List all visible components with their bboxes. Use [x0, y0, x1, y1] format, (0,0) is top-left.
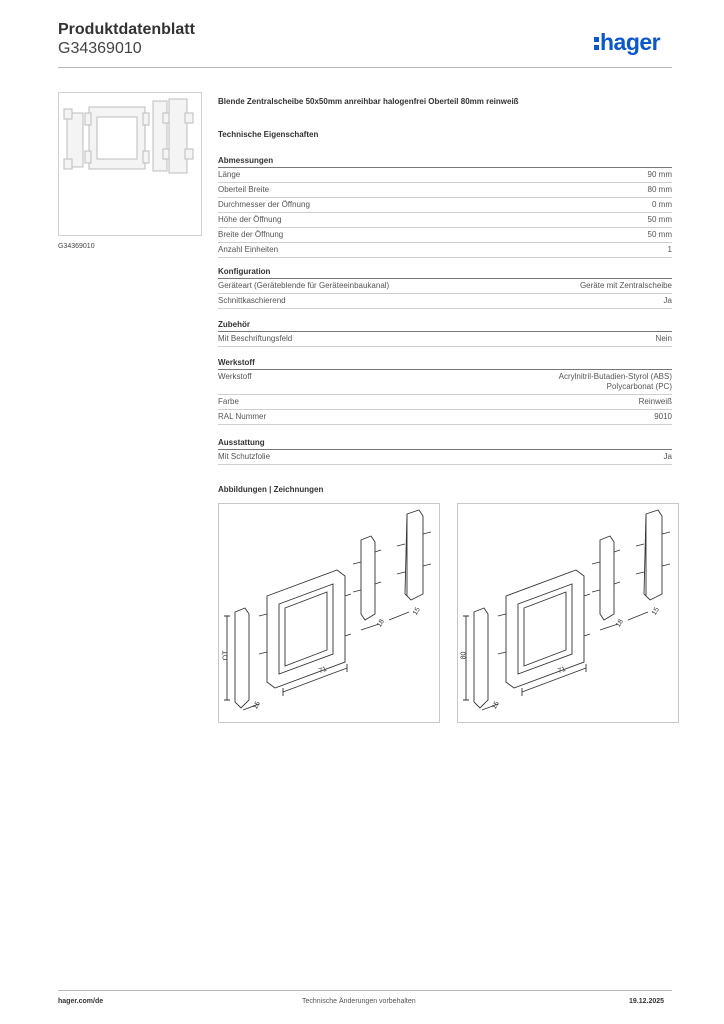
row-label: Oberteil Breite — [218, 185, 270, 194]
table-row — [218, 198, 672, 213]
row-value-line: Polycarbonat (PC) — [606, 382, 672, 391]
row-value: Reinweiß — [638, 397, 672, 406]
row-value: 9010 — [654, 412, 672, 421]
page-title: Produktdatenblatt — [58, 21, 195, 38]
row-label: Geräteart (Geräteblende für Geräteeinbaukanal) — [218, 281, 390, 290]
row-label: Werkstoff — [218, 372, 252, 381]
row-value: 50 mm — [647, 230, 672, 239]
row-value: Ja — [663, 452, 672, 461]
dim-width-label: 71 — [557, 665, 567, 676]
thumbnail-caption: G34369010 — [58, 243, 95, 250]
footer-notice: Technische Änderungen vorbehalten — [302, 998, 416, 1005]
table-row — [218, 395, 672, 410]
section-heading: Werkstoff — [218, 357, 672, 370]
table-row — [218, 450, 672, 465]
row-label: Breite der Öffnung — [218, 230, 284, 239]
row-label: Anzahl Einheiten — [218, 245, 279, 254]
article-number: G34369010 — [58, 40, 142, 57]
dim-a-label: 18 — [375, 618, 386, 629]
row-label: Farbe — [218, 397, 239, 406]
dim-height-label: OT — [222, 650, 230, 661]
technical-drawing-1 — [218, 503, 440, 723]
row-label: RAL Nummer — [218, 412, 267, 421]
row-value: Ja — [663, 296, 672, 305]
row-label: Schnittkaschierend — [218, 296, 286, 305]
table-row — [218, 410, 672, 425]
tech-properties-heading: Technische Eigenschaften — [218, 130, 319, 139]
table-row — [218, 370, 672, 395]
row-value — [559, 372, 672, 392]
dim-side-label: 15 — [251, 700, 262, 711]
row-value: Geräte mit Zentralscheibe — [579, 281, 672, 290]
dim-b-label: 15 — [650, 606, 661, 617]
row-value: 80 mm — [647, 185, 672, 194]
section-zubehoer — [218, 319, 672, 347]
row-label: Mit Beschriftungsfeld — [218, 334, 293, 343]
header-divider — [58, 67, 672, 68]
section-ausstattung — [218, 437, 672, 465]
table-row — [218, 279, 672, 294]
table-row — [218, 168, 672, 183]
table-row — [218, 243, 672, 258]
figures-heading: Abbildungen | Zeichnungen — [218, 485, 324, 494]
row-value: 1 — [667, 245, 672, 254]
row-value: 0 mm — [652, 200, 672, 209]
table-row — [218, 183, 672, 198]
section-heading: Konfiguration — [218, 266, 672, 279]
dim-a-label: 18 — [614, 618, 625, 629]
footer-website-link[interactable]: hager.com/de — [58, 998, 104, 1005]
product-title: Blende Zentralscheibe 50x50mm anreihbar halogenfrei Oberteil 80mm reinweiß — [218, 97, 519, 106]
dim-side-label: 15 — [490, 700, 501, 711]
section-heading: Ausstattung — [218, 437, 672, 450]
dim-b-label: 15 — [411, 606, 422, 617]
table-row — [218, 332, 672, 347]
hager-logo — [594, 29, 660, 56]
section-konfiguration — [218, 266, 672, 309]
table-row — [218, 228, 672, 243]
dim-width-label: 71 — [318, 665, 328, 676]
row-value: 50 mm — [647, 215, 672, 224]
footer-date: 19.12.2025 — [629, 998, 665, 1005]
logo-text: hager — [600, 29, 661, 55]
row-value: Nein — [655, 334, 672, 343]
footer-divider — [58, 990, 672, 991]
section-abmessungen — [218, 155, 672, 258]
section-werkstoff — [218, 357, 672, 425]
row-value-line: Acrylnitril-Butadien-Styrol (ABS) — [558, 372, 672, 381]
logo-colon-icon — [594, 35, 599, 51]
table-row — [218, 294, 672, 309]
row-value: 90 mm — [647, 170, 672, 179]
product-thumbnail — [58, 92, 202, 236]
dim-height-label: 80 — [460, 651, 468, 660]
row-label: Mit Schutzfolie — [218, 452, 271, 461]
section-heading: Abmessungen — [218, 155, 672, 168]
table-row — [218, 213, 672, 228]
row-label: Durchmesser der Öffnung — [218, 200, 310, 209]
technical-drawing-2 — [457, 503, 679, 723]
row-label: Länge — [218, 170, 241, 179]
section-heading: Zubehör — [218, 319, 672, 332]
row-label: Höhe der Öffnung — [218, 215, 282, 224]
